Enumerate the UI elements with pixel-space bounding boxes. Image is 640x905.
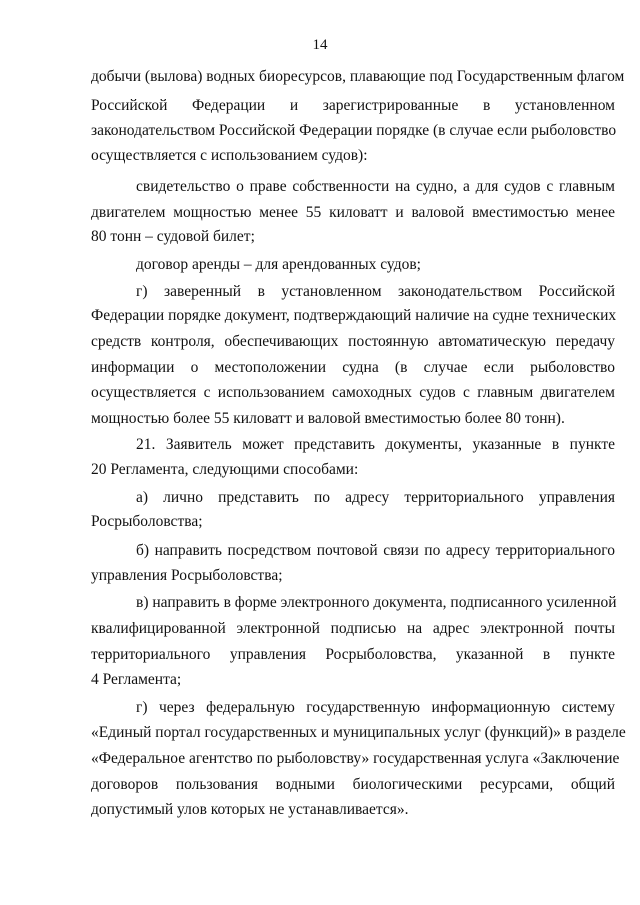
text-line: свидетельство о праве собственности на судно, а для судов с главным	[136, 178, 615, 195]
text-line: информации о местоположении судна (в случае если рыболовство	[91, 359, 615, 376]
text-line: средств контроля, обеспечивающих постоянную автоматическую передачу	[91, 333, 615, 350]
text-line: осуществляется с использованием судов):	[91, 147, 368, 164]
text-line: Росрыболовства;	[91, 513, 203, 530]
page-number: 14	[312, 37, 328, 53]
text-line: Российской Федерации и зарегистрированные в установленном	[91, 97, 615, 114]
text-line: в) направить в форме электронного документа, подписанного усиленной	[136, 594, 617, 611]
text-line: Федерации порядке документ, подтверждающий наличие на судне технических	[91, 307, 617, 324]
text-line: 80 тонн – судовой билет;	[91, 228, 255, 245]
text-line: добычи (вылова) водных биоресурсов, плавающие под Государственным флагом	[91, 68, 625, 85]
text-line: г) через федеральную государственную информационную систему	[136, 699, 615, 716]
text-line: договоров пользования водными биологическими ресурсами, общий	[91, 776, 615, 793]
text-line: 20 Регламента, следующими способами:	[91, 461, 359, 478]
text-line: квалифицированной электронной подписью на адрес электронной почты	[91, 620, 615, 637]
text-line: договор аренды – для арендованных судов;	[136, 256, 421, 273]
text-line: 21. Заявитель может представить документы, указанные в пункте	[136, 436, 615, 453]
text-line: «Единый портал государственных и муниципальных услуг (функций)» в разделе	[91, 724, 626, 741]
text-line: территориального управления Росрыболовства, указанной в пункте	[91, 646, 615, 663]
text-line: двигателем мощностью менее 55 киловатт и валовой вместимостью менее	[91, 204, 615, 221]
text-line: допустимый улов которых не устанавливается».	[91, 801, 409, 818]
text-line: мощностью более 55 киловатт и валовой вместимостью более 80 тонн).	[91, 410, 565, 427]
text-line: осуществляется с использованием самоходных судов с главным двигателем	[91, 384, 615, 401]
text-line: 4 Регламента;	[91, 671, 182, 688]
text-line: «Федеральное агентство по рыболовству» государственная услуга «Заключение	[91, 750, 620, 767]
text-line: законодательством Российской Федерации порядке (в случае если рыболовство	[91, 122, 617, 139]
text-line: управления Росрыболовства;	[91, 567, 283, 584]
text-line: б) направить посредством почтовой связи по адресу территориального	[136, 542, 615, 559]
text-line: г) заверенный в установленном законодательством Российской	[136, 283, 615, 300]
text-line: а) лично представить по адресу территориального управления	[136, 489, 615, 506]
